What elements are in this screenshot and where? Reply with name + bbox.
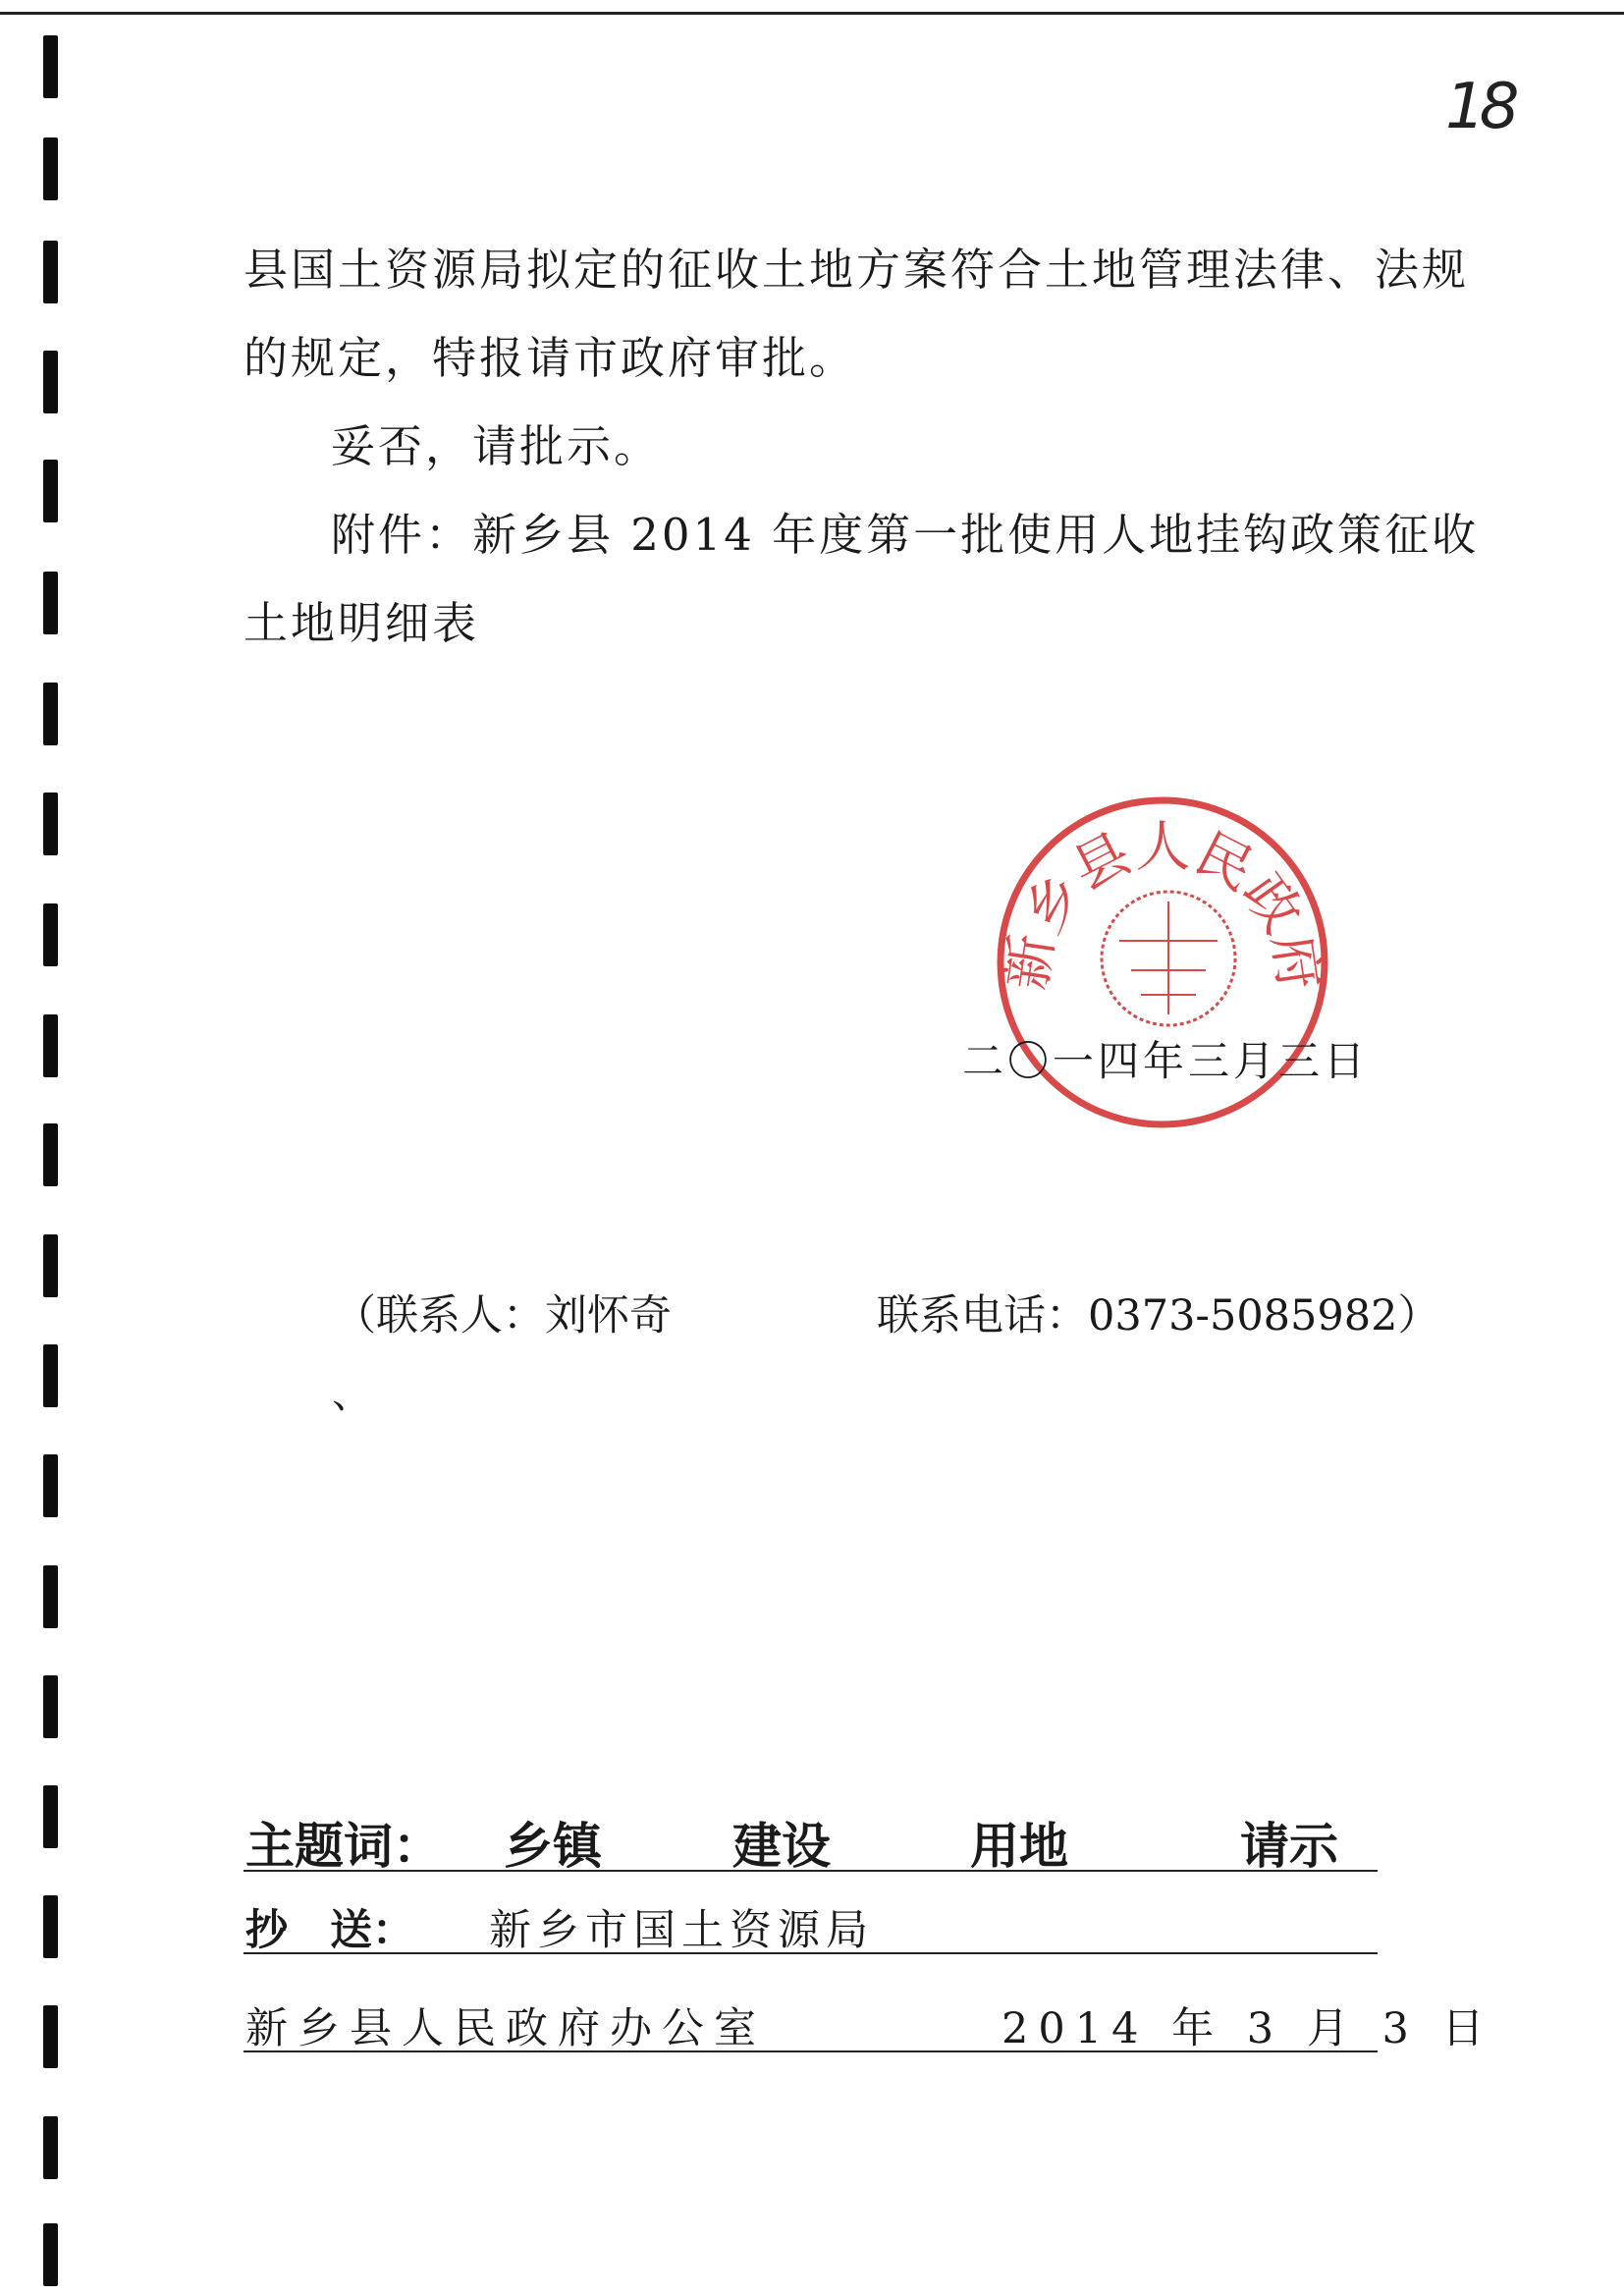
binding-mark <box>43 241 58 303</box>
binding-mark <box>43 1234 58 1297</box>
binding-mark <box>43 1014 58 1077</box>
body-line-4-attachment: 附件：新乡县 2014 年度第一批使用人地挂钩政策征收 <box>331 509 1480 561</box>
issue-date: 2014 年 3 月 3 日 <box>1001 2004 1494 2053</box>
contact-person: （联系人：刘怀奇 <box>334 1291 672 1340</box>
seal-date: 二〇一四年三月三日 <box>962 1037 1370 1085</box>
keyword: 乡镇 <box>504 1817 602 1875</box>
keyword: 用地 <box>970 1817 1068 1875</box>
body-line-5: 土地明细表 <box>244 597 480 649</box>
cc-label: 抄 送： <box>245 1906 414 1955</box>
binding-mark <box>43 903 58 966</box>
binding-mark <box>43 572 58 634</box>
binding-mark <box>43 2223 58 2286</box>
stray-mark: 、 <box>332 1372 371 1417</box>
binding-mark <box>43 1565 58 1628</box>
binding-mark <box>43 1785 58 1848</box>
binding-mark <box>43 35 58 98</box>
issuer-row <box>244 1995 1494 2053</box>
binding-mark <box>43 2005 58 2068</box>
binding-mark <box>43 1895 58 1958</box>
issuer-name: 新乡县人民政府办公室 <box>245 2004 766 2053</box>
binding-mark <box>43 1344 58 1407</box>
body-line-1: 县国土资源局拟定的征收土地方案符合土地管理法律、法规 <box>244 244 1470 296</box>
seal-emblem-detail <box>1119 902 1218 1014</box>
contact-phone: 联系电话：0373-5085982） <box>877 1291 1440 1340</box>
cc-value: 新乡市国土资源局 <box>489 1906 874 1955</box>
binding-mark <box>43 1454 58 1517</box>
handwritten-page-number: 18 <box>1445 71 1514 143</box>
binding-mark <box>43 137 58 200</box>
keyword: 建设 <box>732 1817 831 1875</box>
keywords-label: 主题词： <box>245 1817 442 1875</box>
seal-text: 新乡县人民政府 <box>995 815 1331 995</box>
binding-mark <box>43 351 58 413</box>
binding-mark <box>43 2116 58 2179</box>
keyword: 请示 <box>1240 1817 1338 1875</box>
binding-mark <box>43 460 58 522</box>
binding-mark <box>43 793 58 855</box>
binding-mark <box>43 1675 58 1738</box>
top-border-line <box>0 12 1624 15</box>
binding-mark <box>43 683 58 745</box>
binding-mark <box>43 1123 58 1186</box>
body-line-3: 妥否，请批示。 <box>331 420 662 472</box>
keywords-row <box>244 1807 1378 1875</box>
body-line-2: 的规定，特报请市政府审批。 <box>244 332 857 384</box>
cc-row <box>244 1897 1378 1954</box>
